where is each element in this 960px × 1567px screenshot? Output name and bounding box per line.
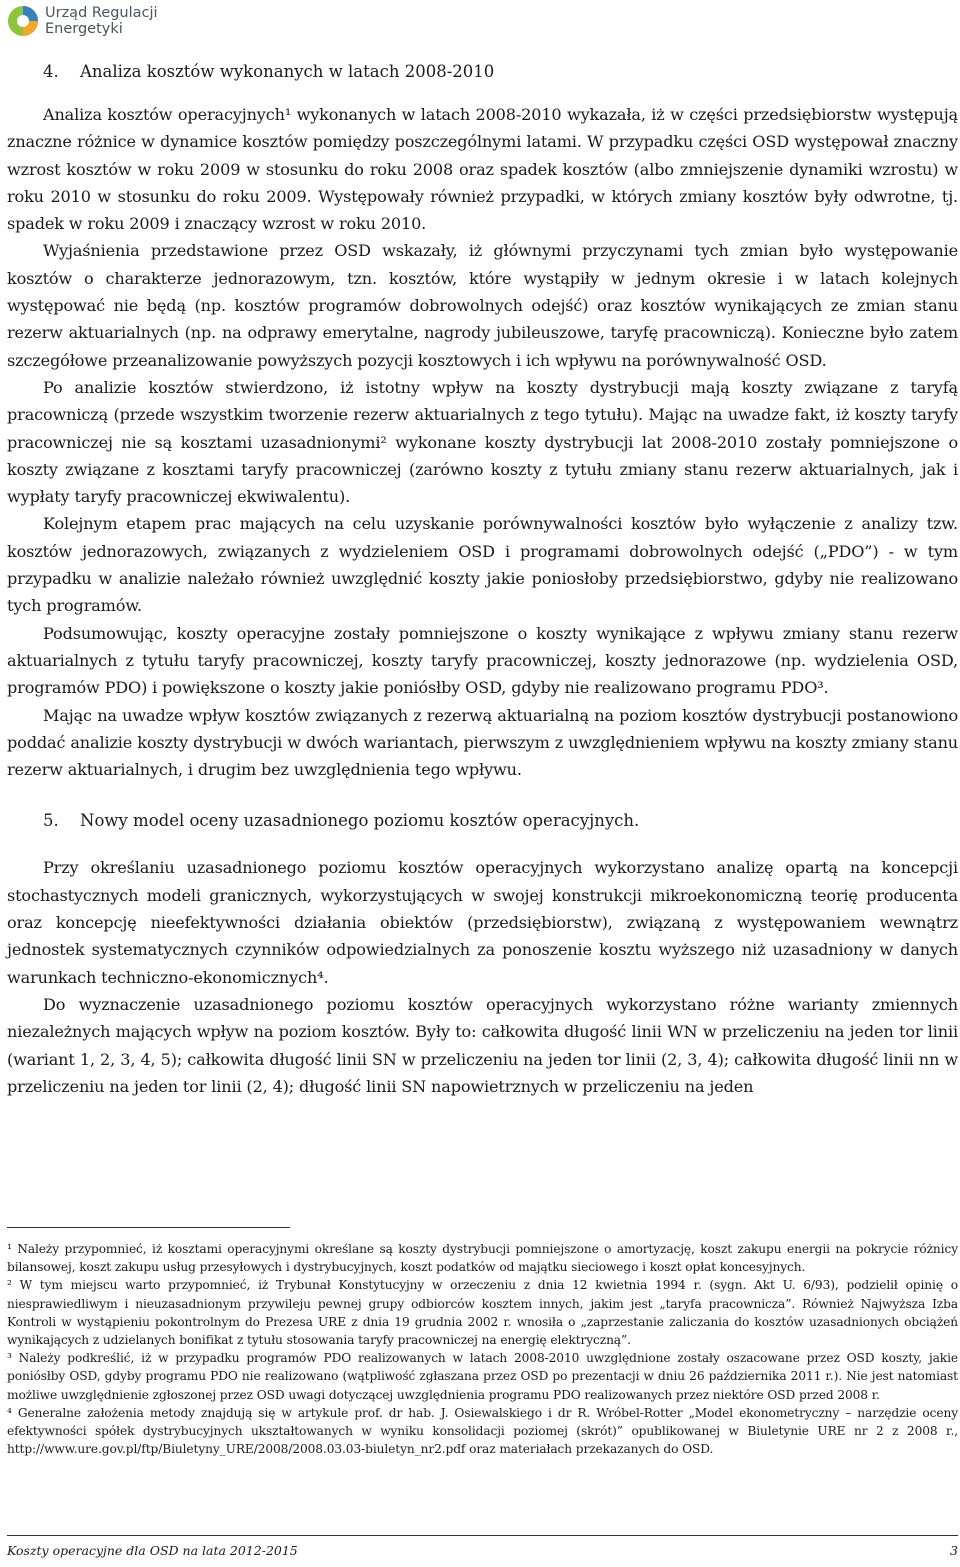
footnote-separator	[7, 1227, 290, 1228]
s5-paragraph-1: Przy określaniu uzasadnionego poziomu kosztów operacyjnych wykorzystano analizę opartą na koncepcji stochastycznych modeli granicznych, wykorzystujących w swojej konstrukcji mikroekonomiczną teorię producenta oraz koncepcję nieefektywności działania obiektów (przedsiębiorstw), związaną z występowaniem wewnątrz jednostek systematycznych czynników odpowiedzialnych za ponoszenie kosztu wyższego niż uzasadniony w danych warunkach techniczno-ekonomicznych⁴.	[7, 858, 958, 987]
section-4-number: 4.	[43, 62, 59, 81]
ure-logo	[6, 4, 158, 38]
footnotes	[7, 1240, 958, 1458]
footnote-1: ¹ Należy przypomnieć, iż kosztami operacyjnymi określane są koszty dystrybucji pomniejszone o amortyzację, koszt zakupu energii na pokrycie różnicy bilansowej, koszt zakupu usług przesyłowych i dystrybucyjnych, koszt podatków od majątku sieciowego i koszt opłat koncesyjnych.	[7, 1242, 958, 1275]
page-number: 3	[950, 1543, 958, 1558]
section-5-title: Nowy model oceny uzasadnionego poziomu kosztów operacyjnych.	[80, 811, 640, 831]
section-5-heading	[7, 807, 958, 834]
section-4-title: Analiza kosztów wykonanych w latach 2008-2010	[80, 62, 495, 81]
footnote-2: ² W tym miejscu warto przypomnieć, iż Trybunał Konstytucyjny w orzeczeniu z dnia 12 kwietnia 1994 r. (sygn. Akt U. 6/93), podzielił opinię o niesprawiedliwym i nieuzasadnionym przywileju pewnej grupy odbiorców kosztem innych, jakim jest „taryfa pracownicza”. Również Najwyższa Izba Kontroli w wystąpieniu pokontrolnym do Prezesa URE z dnia 19 grudnia 2002 r. wnosiła o „zaprzestanie zaliczania do kosztów uzasadnionych obciążeń wynikających z udzielanych bonifikat z tytułu stosowania taryfy pracowniczej na energię elektryczną”.	[7, 1278, 958, 1348]
s5-paragraph-2: Do wyznaczenie uzasadnionego poziomu kosztów operacyjnych wykorzystano różne warianty zmiennych niezależnych mających wpływ na poziom kosztów. Były to: całkowita długość linii WN w przeliczeniu na jeden tor linii (wariant 1, 2, 3, 4, 5); całkowita długość linii SN w przeliczeniu na jeden tor linii (2, 3, 4); całkowita długość linii nn w przeliczeniu na jeden tor linii (2, 4); długość linii SN napowietrznych w przeliczeniu na jeden	[7, 994, 958, 1096]
footnote-3: ³ Należy podkreślić, iż w przypadku programów PDO realizowanych w latach 2008-2010 uwzględnione zostały oszacowane przez OSD koszty, jakie poniósłby OSD, gdyby programu PDO nie realizowano (wątpliwość zgłaszana przez OSD po prezentacji w dniu 26 października 2011 r.). Nie jest natomiast możliwe uwzględnienie zgłoszonej przez OSD uwagi dotyczącej uwzględnienia programu PDO realizowanych przez niektóre OSD przed 2008 r.	[7, 1351, 958, 1402]
s4-paragraph-6: Mając na uwadze wpływ kosztów związanych z rezerwą aktuarialną na poziom kosztów dystrybucji postanowiono poddać analizie koszty dystrybucji w dwóch wariantach, pierwszym z uwzględnieniem wpływu na koszty zmiany stanu rezerw aktuarialnych, i drugim bez uwzględnienia tego wpływu.	[7, 705, 958, 780]
s4-paragraph-1: Analiza kosztów operacyjnych¹ wykonanych w latach 2008-2010 wykazała, iż w części przedsiębiorstw występują znaczne różnice w dynamice kosztów pomiędzy poszczególnymi latami. W przypadku części OSD występował znaczny wzrost kosztów w roku 2009 w stosunku do roku 2008 oraz spadek kosztów (albo zmniejszenie dynamiki wzrostu) w roku 2010 w stosunku do roku 2009. Występowały również przypadki, w których zmiany kosztów były odwrotne, tj. spadek w roku 2009 i znaczący wzrost w roku 2010.	[7, 105, 958, 234]
ure-logo-icon	[6, 4, 40, 38]
footnote-4: ⁴ Generalne założenia metody znajdują się w artykule prof. dr hab. J. Osiewalskiego i dr R. Wróbel-Rotter „Model ekonometryczny – narzędzie oceny efektywności spółek dystrybucyjnych ukształtowanych w wyniku konsolidacji poziomej (skrót)” opublikowanej w Biuletynie URE nr 2 z 2008 r., http://www.ure.gov.pl/ftp/Biuletyny_URE/2008/2008.03.03-biuletyn_nr2.pdf oraz materiałach przekazanych do OSD.	[7, 1405, 958, 1457]
s4-paragraph-3: Po analizie kosztów stwierdzono, iż istotny wpływ na koszty dystrybucji mają koszty związane z taryfą pracowniczą (przede wszystkim tworzenie rezerw aktuarialnych z tego tytułu). Mając na uwadze fakt, iż koszty taryfy pracowniczej nie są kosztami uzasadnionymi² wykonane koszty dystrybucji lat 2008-2010 zostały pomniejszone o koszty związane z kosztami taryfy pracowniczej (zarówno koszty z tytułu zmiany stanu rezerw aktuarialnych, jak i wypłaty taryfy pracowniczej ekwiwalentu).	[7, 377, 958, 507]
page-footer	[7, 1535, 958, 1558]
section-5-number: 5.	[43, 811, 59, 831]
s4-paragraph-4: Kolejnym etapem prac mających na celu uzyskanie porównywalności kosztów było wyłączenie z analizy tzw. kosztów jednorazowych, związanych z wydzieleniem OSD i programami dobrowolnych odejść („PDO”) - w tym przypadku w analizie należało również uwzględnić koszty jakie poniosłoby przedsiębiorstwo, gdyby nie realizowano tych programów.	[7, 514, 958, 616]
logo-line-2: Energetyki	[45, 21, 123, 37]
section-4-heading	[7, 58, 958, 85]
footer-title: Koszty operacyjne dla OSD na lata 2012-2015	[7, 1543, 298, 1558]
document-body	[7, 58, 958, 1100]
s4-paragraph-2: Wyjaśnienia przedstawione przez OSD wskazały, iż głównymi przyczynami tych zmian było występowanie kosztów o charakterze jednorazowym, tzn. kosztów, które wystąpiły w jednym okresie i w latach kolejnych występować nie będą (np. kosztów programów dobrowolnych odejść) oraz kosztów wynikających ze zmian stanu rezerw aktuarialnych (np. na odprawy emerytalne, nagrody jubileuszowe, taryfę pracowniczą). Konieczne było zatem szczegółowe przeanalizowanie powyższych pozycji kosztowych i ich wpływu na porównywalność OSD.	[7, 241, 958, 370]
logo-line-1: Urząd Regulacji	[45, 5, 158, 21]
s4-paragraph-5: Podsumowując, koszty operacyjne zostały pomniejszone o koszty wynikające z wpływu zmiany stanu rezerw aktuarialnych z tytułu taryfy pracowniczej, koszty taryfy pracowniczej, koszty jednorazowe (np. wydzielenia OSD, programów PDO) i powiększone o koszty jakie poniósłby OSD, gdyby nie realizowano programu PDO³.	[7, 623, 958, 698]
